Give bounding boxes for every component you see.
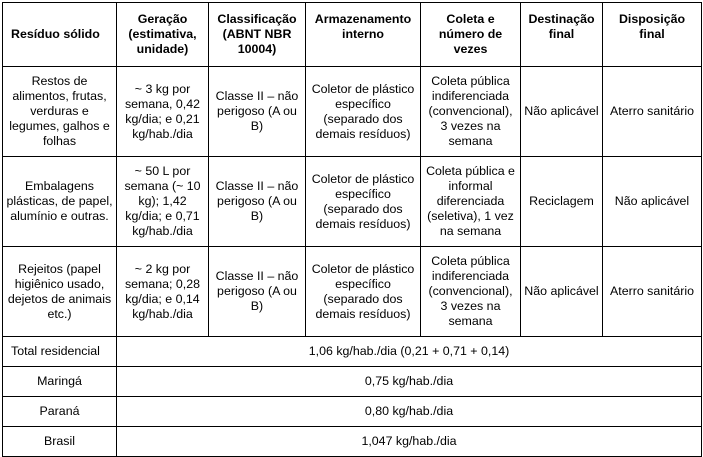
cell-destinacao: Não aplicável: [521, 67, 603, 157]
cell-geracao: ~ 2 kg por semana; 0,28 kg/dia; e 0,14 kg/hab./dia: [117, 247, 209, 337]
header-disposicao: Disposição final: [603, 3, 702, 67]
cell-disposicao: Aterro sanitário: [603, 67, 702, 157]
cell-destinacao: Não aplicável: [521, 247, 603, 337]
cell-geracao: ~ 3 kg por semana, 0,42 kg/dia; e 0,21 kg/hab./dia: [117, 67, 209, 157]
header-classificacao: Classificação (ABNT NBR 10004): [209, 3, 306, 67]
summary-row-parana: [3, 397, 702, 427]
cell-residuo: Embalagens plásticas, de papel, alumínio e outras.: [3, 157, 117, 247]
summary-value: 0,75 kg/hab./dia: [117, 367, 702, 397]
header-armazenamento: Armazenamento interno: [306, 3, 421, 67]
cell-classificacao: Classe II – não perigoso (A ou B): [209, 67, 306, 157]
cell-geracao: ~ 50 L por semana (~ 10 kg); 1,42 kg/dia; e 0,71 kg/hab./dia: [117, 157, 209, 247]
header-residuo: Resíduo sólido: [3, 3, 117, 67]
cell-destinacao: Reciclagem: [521, 157, 603, 247]
cell-coleta: Coleta pública e informal diferenciada (seletiva), 1 vez na semana: [421, 157, 521, 247]
cell-residuo: Rejeitos (papel higiênico usado, dejetos de animais etc.): [3, 247, 117, 337]
cell-classificacao: Classe II – não perigoso (A ou B): [209, 157, 306, 247]
summary-row-total: [3, 337, 702, 367]
summary-value: 1,06 kg/hab./dia (0,21 + 0,71 + 0,14): [117, 337, 702, 367]
cell-armazenamento: Coletor de plástico específico (separado dos demais resíduos): [306, 157, 421, 247]
cell-disposicao: Não aplicável: [603, 157, 702, 247]
summary-label: Paraná: [3, 397, 117, 427]
cell-coleta: Coleta pública indiferenciada (convencional), 3 vezes na semana: [421, 247, 521, 337]
header-coleta: Coleta e número de vezes: [421, 3, 521, 67]
cell-residuo: Restos de alimentos, frutas, verduras e legumes, galhos e folhas: [3, 67, 117, 157]
summary-row-maringa: [3, 367, 702, 397]
summary-value: 1,047 kg/hab./dia: [117, 427, 702, 457]
table-row: [3, 247, 702, 337]
summary-value: 0,80 kg/hab./dia: [117, 397, 702, 427]
cell-disposicao: Aterro sanitário: [603, 247, 702, 337]
table-row: [3, 67, 702, 157]
header-destinacao: Destinação final: [521, 3, 603, 67]
header-row: [3, 3, 702, 67]
cell-classificacao: Classe II – não perigoso (A ou B): [209, 247, 306, 337]
summary-label: Brasil: [3, 427, 117, 457]
summary-row-brasil: [3, 427, 702, 457]
cell-armazenamento: Coletor de plástico específico (separado dos demais resíduos): [306, 247, 421, 337]
residuos-table: [2, 2, 702, 457]
table-row: [3, 157, 702, 247]
header-geracao: Geração (estimativa, unidade): [117, 3, 209, 67]
summary-label: Maringá: [3, 367, 117, 397]
cell-coleta: Coleta pública indiferenciada (convencional), 3 vezes na semana: [421, 67, 521, 157]
summary-label: Total residencial: [3, 337, 117, 367]
cell-armazenamento: Coletor de plástico específico (separado dos demais resíduos): [306, 67, 421, 157]
